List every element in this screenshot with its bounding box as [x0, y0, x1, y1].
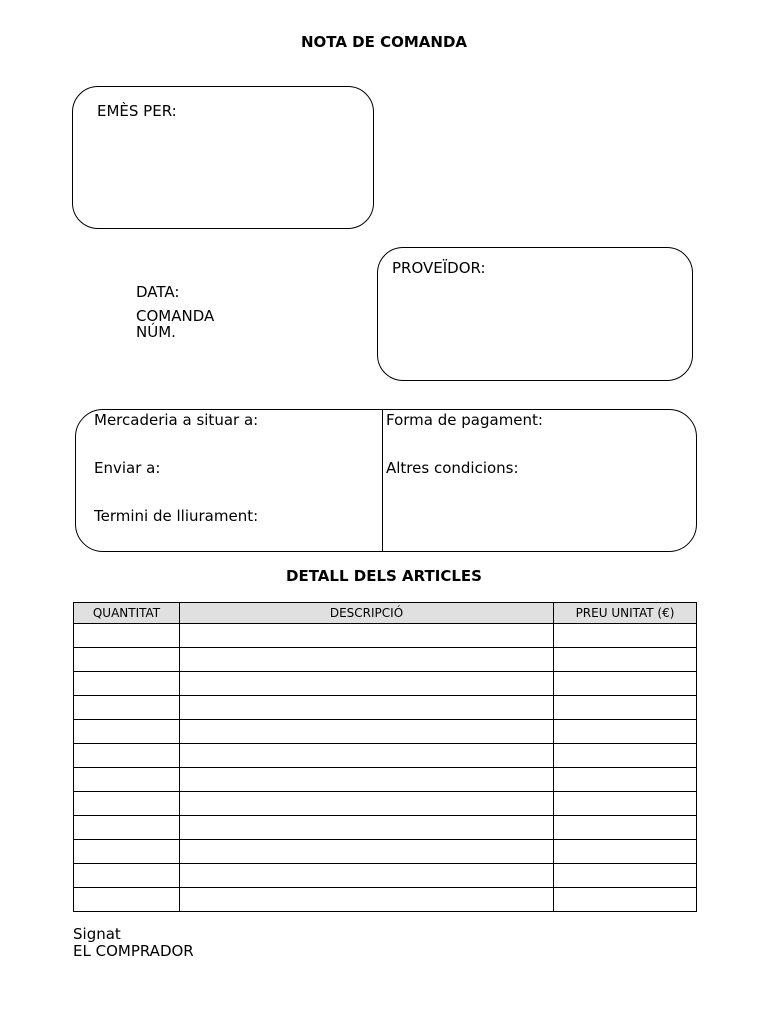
description-cell[interactable] — [180, 624, 554, 648]
table-row — [74, 720, 697, 744]
issuer-label: EMÈS PER: — [97, 102, 177, 120]
description-cell[interactable] — [180, 864, 554, 888]
order-number-label-line2: NÚM. — [136, 323, 176, 341]
quantity-cell[interactable] — [74, 840, 180, 864]
unit-price-cell[interactable] — [554, 816, 697, 840]
column-header-unit-price: PREU UNITAT (€) — [554, 603, 697, 624]
conditions-box — [75, 409, 697, 552]
table-row — [74, 624, 697, 648]
table-row — [74, 864, 697, 888]
table-row — [74, 816, 697, 840]
table-row — [74, 648, 697, 672]
items-table — [73, 602, 697, 912]
description-cell[interactable] — [180, 672, 554, 696]
unit-price-cell[interactable] — [554, 792, 697, 816]
conditions-divider — [382, 409, 383, 551]
quantity-cell[interactable] — [74, 792, 180, 816]
column-header-description: DESCRIPCIÓ — [180, 603, 554, 624]
quantity-cell[interactable] — [74, 816, 180, 840]
table-row — [74, 840, 697, 864]
description-cell[interactable] — [180, 720, 554, 744]
supplier-label: PROVEÏDOR: — [392, 259, 486, 277]
unit-price-cell[interactable] — [554, 744, 697, 768]
quantity-cell[interactable] — [74, 744, 180, 768]
table-row — [74, 696, 697, 720]
signature-block — [73, 926, 194, 960]
quantity-cell[interactable] — [74, 696, 180, 720]
unit-price-cell[interactable] — [554, 768, 697, 792]
description-cell[interactable] — [180, 792, 554, 816]
quantity-cell[interactable] — [74, 648, 180, 672]
delivery-term-label: Termini de lliurament: — [94, 507, 259, 525]
description-cell[interactable] — [180, 768, 554, 792]
delivery-location-label: Mercaderia a situar a: — [94, 411, 259, 429]
table-row — [74, 888, 697, 912]
table-row — [74, 672, 697, 696]
quantity-cell[interactable] — [74, 768, 180, 792]
quantity-cell[interactable] — [74, 864, 180, 888]
ship-to-label: Enviar a: — [94, 459, 161, 477]
unit-price-cell[interactable] — [554, 864, 697, 888]
description-cell[interactable] — [180, 648, 554, 672]
quantity-cell[interactable] — [74, 888, 180, 912]
quantity-cell[interactable] — [74, 672, 180, 696]
order-number-label-line1: COMANDA — [136, 307, 215, 325]
description-cell[interactable] — [180, 840, 554, 864]
signature-label: Signat — [73, 925, 121, 943]
unit-price-cell[interactable] — [554, 840, 697, 864]
description-cell[interactable] — [180, 744, 554, 768]
quantity-cell[interactable] — [74, 720, 180, 744]
unit-price-cell[interactable] — [554, 648, 697, 672]
column-header-quantity: QUANTITAT — [74, 603, 180, 624]
other-conditions-label: Altres condicions: — [386, 459, 519, 477]
quantity-cell[interactable] — [74, 624, 180, 648]
unit-price-cell[interactable] — [554, 624, 697, 648]
buyer-label: EL COMPRADOR — [73, 942, 194, 960]
unit-price-cell[interactable] — [554, 672, 697, 696]
payment-method-label: Forma de pagament: — [386, 411, 543, 429]
unit-price-cell[interactable] — [554, 696, 697, 720]
description-cell[interactable] — [180, 888, 554, 912]
description-cell[interactable] — [180, 696, 554, 720]
table-row — [74, 768, 697, 792]
document-title: NOTA DE COMANDA — [300, 33, 468, 51]
date-label: DATA: — [136, 283, 180, 301]
items-table-header — [74, 603, 697, 624]
table-row — [74, 744, 697, 768]
unit-price-cell[interactable] — [554, 888, 697, 912]
unit-price-cell[interactable] — [554, 720, 697, 744]
items-section-title: DETALL DELS ARTICLES — [286, 567, 482, 585]
table-row — [74, 792, 697, 816]
description-cell[interactable] — [180, 816, 554, 840]
